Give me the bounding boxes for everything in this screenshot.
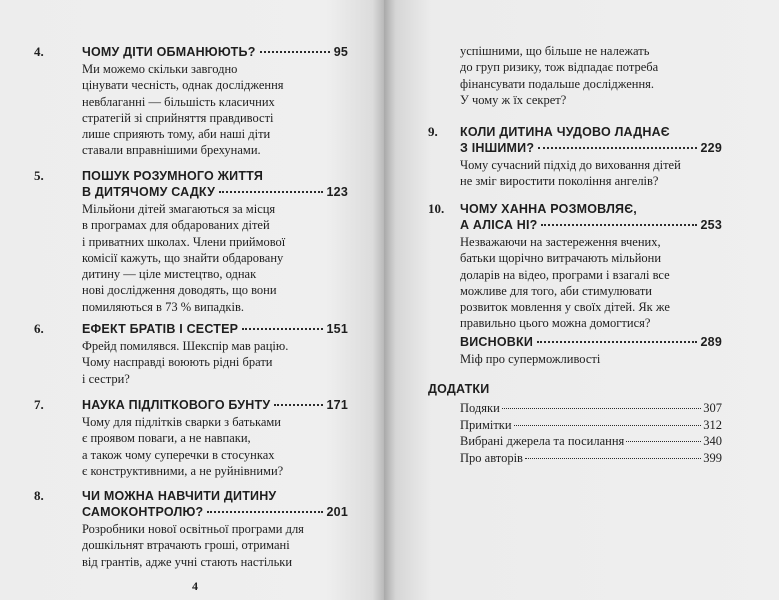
chapter-description: Ми можемо скільки завгодно цінувати чесність, однак дослідження невблаганні — більшість класичних стратегій зі сприйняття правдивості лише сприяють тому, аби наші діти ставали вправнішими брехунами. [82,62,284,158]
leader-dots [537,341,697,343]
chapter-title-line2: САМОКОНТРОЛЮ? 201 [82,505,348,519]
leader-dots [541,224,696,226]
chapter-title: ЧИ МОЖНА НАВЧИТИ ДИТИНУ [82,489,277,503]
chapter-description: Незважаючи на застереження вчених, батьки щорічно витрачають мільйони доларів на відео, програми і взагалі все можливе для того, аби стимулювати розвиток мовлення у своїх дітей. Як же правильно цього можна домогтися? [460,235,670,331]
chapter-number: 5. [34,168,44,183]
chapter-page: 289 [700,335,722,349]
chapter-title: ЕФЕКТ БРАТІВ І СЕСТЕР 151 [82,322,348,336]
chapter-number: 10. [428,201,445,216]
chapter-number: 7. [34,397,44,412]
chapter-page: 201 [326,505,348,519]
chapter-page: 123 [326,185,348,199]
page-number: 4 [192,579,198,593]
chapter-description: Фрейд помилявся. Шекспір мав рацію. Чому насправді воюють рідні брати і сестри? [82,339,289,386]
leader-dots [219,191,322,193]
leader-dots [626,441,701,442]
left-page [0,0,384,600]
appendix-title: ДОДАТКИ [428,382,490,396]
right-page [384,0,779,600]
chapter-page: 151 [326,322,348,336]
toc-conclusions [460,334,722,367]
appendix-item: Про авторів 399 [460,450,722,465]
chapter-title: ЧОМУ ДІТИ ОБМАНЮЮТЬ? 95 [82,45,348,59]
chapter-description: Чому сучасний підхід до виховання дітей не зміг виростити покоління ангелів? [460,158,681,189]
toc-appendix [428,381,722,466]
leader-dots [538,147,696,149]
leader-dots [260,51,330,53]
appendix-item: Вибрані джерела та посилання 340 [460,434,722,448]
leader-dots [502,408,701,409]
leader-dots [514,425,702,426]
chapter-number: 6. [34,321,44,336]
chapter-title: ПОШУК РОЗУМНОГО ЖИТТЯ [82,169,264,183]
chapter-description: Мільйони дітей змагаються за місця в програмах для обдарованих дітей і приватних школах. Члени приймової комісії кажуть, що знайти обдаровану дитину — ціле мистецтво, однак нові дослідження доводять, що вони помиляються в 73 % випадків. [82,202,286,314]
chapter-description: Розробники нової освітньої програми для дошкільнят втрачають гроші, отримані від грантів, адже учні стають настільки [82,522,304,569]
chapter-description: Міф про суперможливості [460,352,601,366]
continuation-text: успішними, що більше не належать до груп ризику, тож відпадає потреба фінансувати подальше дослідження. У чому ж їх секрет? [460,44,659,107]
chapter-title: ВИСНОВКИ 289 [460,335,722,349]
leader-dots [207,511,322,513]
appendix-item: Примітки 312 [460,417,722,432]
chapter-page: 95 [333,45,348,59]
chapter-title: ЧОМУ ХАННА РОЗМОВЛЯЄ, [460,202,637,216]
chapter-number: 4. [34,44,44,59]
chapter-page: 171 [326,398,348,412]
leader-dots [274,404,322,406]
leader-dots [242,328,322,330]
chapter-title: НАУКА ПІДЛІТКОВОГО БУНТУ 171 [82,398,348,412]
chapter-description: Чому для підлітків сварки з батьками є проявом поваги, а не навпаки, а також чому суперечки в стосунках є конструктивними, а не руйнівними? [82,415,284,478]
chapter-number: 9. [428,124,438,139]
chapter-page: 253 [700,218,722,232]
appendix-item: Подяки 307 [460,401,722,415]
chapter-title-line2: З ІНШИМИ? 229 [460,141,722,155]
chapter-title-line2: В ДИТЯЧОМУ САДКУ 123 [82,185,348,199]
leader-dots [525,458,701,459]
chapter-title: КОЛИ ДИТИНА ЧУДОВО ЛАДНАЄ [460,125,670,139]
chapter-page: 229 [700,141,722,155]
chapter-title-line2: А АЛІСА НІ? 253 [460,218,722,232]
chapter-number: 8. [34,488,44,503]
